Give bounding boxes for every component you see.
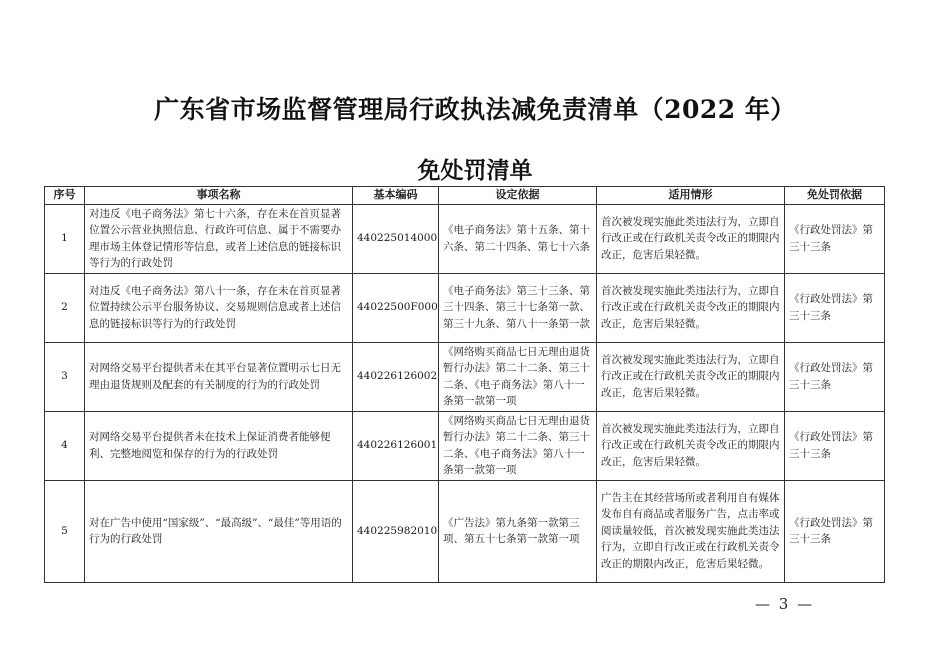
table-row	[45, 411, 885, 480]
header-situation: 适用情形	[597, 187, 785, 205]
row-basis: 《网络购买商品七日无理由退货暂行办法》第二十二条、第三十二条、《电子商务法》第八十一条第一款第一项	[439, 342, 597, 411]
row-code: 440225014000	[353, 204, 439, 273]
row-exemption: 《行政处罚法》第三十三条	[785, 411, 885, 480]
row-exemption: 《行政处罚法》第三十三条	[785, 480, 885, 582]
row-no: 5	[45, 480, 85, 582]
row-no: 2	[45, 273, 85, 342]
header-basis: 设定依据	[439, 187, 597, 205]
row-name: 对网络交易平台提供者未在技术上保证消费者能够便利、完整地阅览和保存的行为的行政处罚	[85, 411, 353, 480]
row-name: 对违反《电子商务法》第八十一条，存在未在首页显著位置持续公示平台服务协议、交易规则信息或者上述信息的链接标识等行为的行政处罚	[85, 273, 353, 342]
table-row	[45, 273, 885, 342]
header-no: 序号	[45, 187, 85, 205]
row-name: 对违反《电子商务法》第七十六条，存在未在首页显著位置公示营业执照信息、行政许可信息、属于不需要办理市场主体登记情形等信息，或者上述信息的链接标识等行为的行政处罚	[85, 204, 353, 273]
row-basis: 《电子商务法》第三十三条、第三十四条、第三十七条第一款、第三十九条、第八十一条第一款	[439, 273, 597, 342]
row-code: 440226126002	[353, 342, 439, 411]
row-code: 44022500F000	[353, 273, 439, 342]
row-situation: 广告主在其经营场所或者利用自有媒体发布自有商品或者服务广告，点击率或阅读量较低，首次被发现实施此类违法行为，立即自行改正或在行政机关责令改正的期限内改正，危害后果轻微。	[597, 480, 785, 582]
row-code: 440226126001	[353, 411, 439, 480]
header-code: 基本编码	[353, 187, 439, 205]
row-exemption: 《行政处罚法》第三十三条	[785, 342, 885, 411]
row-name: 对在广告中使用“国家级”、“最高级”、“最佳”等用语的行为的行政处罚	[85, 480, 353, 582]
table-row	[45, 480, 885, 582]
header-exemption: 免处罚依据	[785, 187, 885, 205]
table-row	[45, 204, 885, 273]
row-situation: 首次被发现实施此类违法行为，立即自行改正或在行政机关责令改正的期限内改正，危害后果轻微。	[597, 342, 785, 411]
table-row	[45, 342, 885, 411]
exemption-table	[44, 186, 885, 583]
table-header-row	[45, 187, 885, 205]
row-code: 440225982010	[353, 480, 439, 582]
row-exemption: 《行政处罚法》第三十三条	[785, 273, 885, 342]
row-no: 3	[45, 342, 85, 411]
row-basis: 《广告法》第九条第一款第三项、第五十七条第一款第一项	[439, 480, 597, 582]
header-name: 事项名称	[85, 187, 353, 205]
row-no: 4	[45, 411, 85, 480]
page-number: — 3 —	[755, 595, 815, 613]
row-situation: 首次被发现实施此类违法行为，立即自行改正或在行政机关责令改正的期限内改正，危害后果轻微。	[597, 273, 785, 342]
document-title: 广东省市场监督管理局行政执法减免责清单（2022 年）	[154, 95, 796, 124]
row-basis: 《网络购买商品七日无理由退货暂行办法》第二十二条、第三十二条、《电子商务法》第八十一条第一款第一项	[439, 411, 597, 480]
row-name: 对网络交易平台提供者未在其平台显著位置明示七日无理由退货规则及配套的有关制度的行为的行政处罚	[85, 342, 353, 411]
row-basis: 《电子商务法》第十五条、第十六条、第二十四条、第七十六条	[439, 204, 597, 273]
row-exemption: 《行政处罚法》第三十三条	[785, 204, 885, 273]
row-situation: 首次被发现实施此类违法行为，立即自行改正或在行政机关责令改正的期限内改正，危害后果轻微。	[597, 411, 785, 480]
row-no: 1	[45, 204, 85, 273]
row-situation: 首次被发现实施此类违法行为，立即自行改正或在行政机关责令改正的期限内改正，危害后果轻微。	[597, 204, 785, 273]
section-title: 免处罚清单	[417, 157, 533, 184]
